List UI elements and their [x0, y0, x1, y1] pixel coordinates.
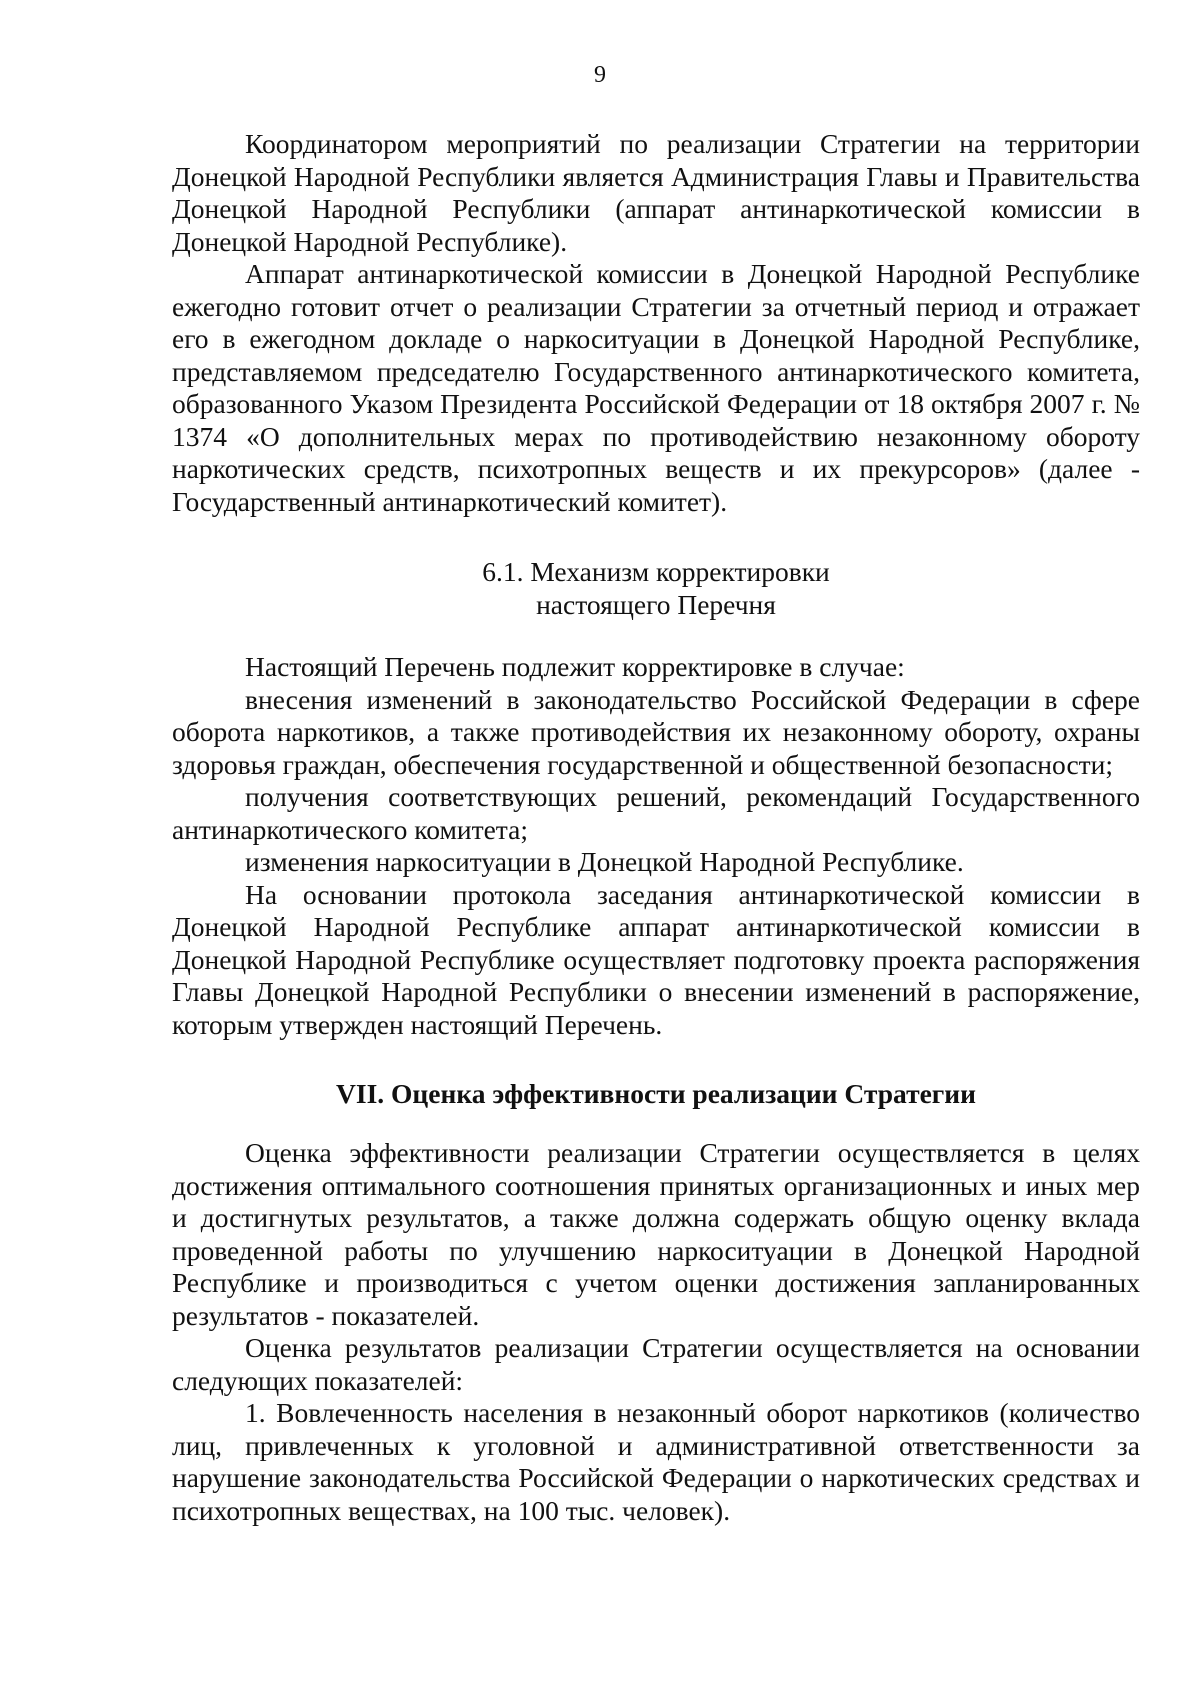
paragraph-indicator-1: 1. Вовлеченность населения в незаконный оборот наркотиков (количество лиц, привлеченных к уголовной и административной ответственности за нарушение законодательства Российской Федерации о наркотических средствах и психотропных веществах, на 100 тыс. человек).	[172, 1397, 1140, 1526]
text-block-coordination	[172, 128, 1140, 518]
paragraph-correction-intro: Настоящий Перечень подлежит корректировке в случае:	[245, 651, 905, 682]
paragraph-evaluation-basis: Оценка результатов реализации Стратегии осуществляется на основании следующих показателей:	[172, 1332, 1140, 1396]
paragraph-correction-case-decisions: получения соответствующих решений, рекомендаций Государственного антинаркотического комитета;	[172, 781, 1140, 845]
paragraph-correction-case-legislation: внесения изменений в законодательство Российской Федерации в сфере оборота наркотиков, а также противодействия их незаконному обороту, охраны здоровья граждан, обеспечения государственной и общественной безопасности;	[172, 683, 1140, 780]
subsection-heading	[172, 556, 1140, 621]
subsection-heading-line2: настоящего Перечня	[536, 588, 776, 620]
text-block-correction	[172, 651, 1140, 1041]
section-heading: VII. Оценка эффективности реализации Стратегии	[336, 1078, 976, 1109]
paragraph-annual-report: Аппарат антинаркотической комиссии в Донецкой Народной Республике ежегодно готовит отчет о реализации Стратегии за отчетный период и отражает его в ежегодном докладе о наркоситуации в Донецкой Народной Республике, представляемом председателю Государственного антинаркотического комитета, образованного Указом Президента Российской Федерации от 18 октября 2007 г. № 1374 «О дополнительных мерах по противодействию незаконному обороту наркотических средств, психотропных веществ и их прекурсоров» (далее - Государственный антинаркотический комитет).	[172, 258, 1140, 517]
paragraph-correction-procedure: На основании протокола заседания антинаркотической комиссии в Донецкой Народной Республике аппарат антинаркотической комиссии в Донецкой Народной Республике осуществляет подготовку проекта распоряжения Главы Донецкой Народной Республики о внесении изменений в распоряжение, которым утвержден настоящий Перечень.	[172, 878, 1140, 1040]
paragraph-correction-case-situation: изменения наркоситуации в Донецкой Народной Республике.	[245, 846, 964, 877]
page-number: 9	[594, 62, 606, 88]
paragraph-evaluation-purpose: Оценка эффективности реализации Стратегии осуществляется в целях достижения оптимального соотношения принятых организационных и иных мер и достигнутых результатов, а также должна содержать общую оценку вклада проведенной работы по улучшению наркоситуации в Донецкой Народной Республике и производиться с учетом оценки достижения запланированных результатов - показателей.	[172, 1137, 1140, 1331]
paragraph-coordinator: Координатором мероприятий по реализации Стратегии на территории Донецкой Народной Республики является Администрация Главы и Правительства Донецкой Народной Республики (аппарат антинаркотической комиссии в Донецкой Народной Республике).	[172, 128, 1140, 257]
subsection-heading-line1: 6.1. Механизм корректировки	[482, 556, 830, 587]
text-block-evaluation	[172, 1137, 1140, 1527]
